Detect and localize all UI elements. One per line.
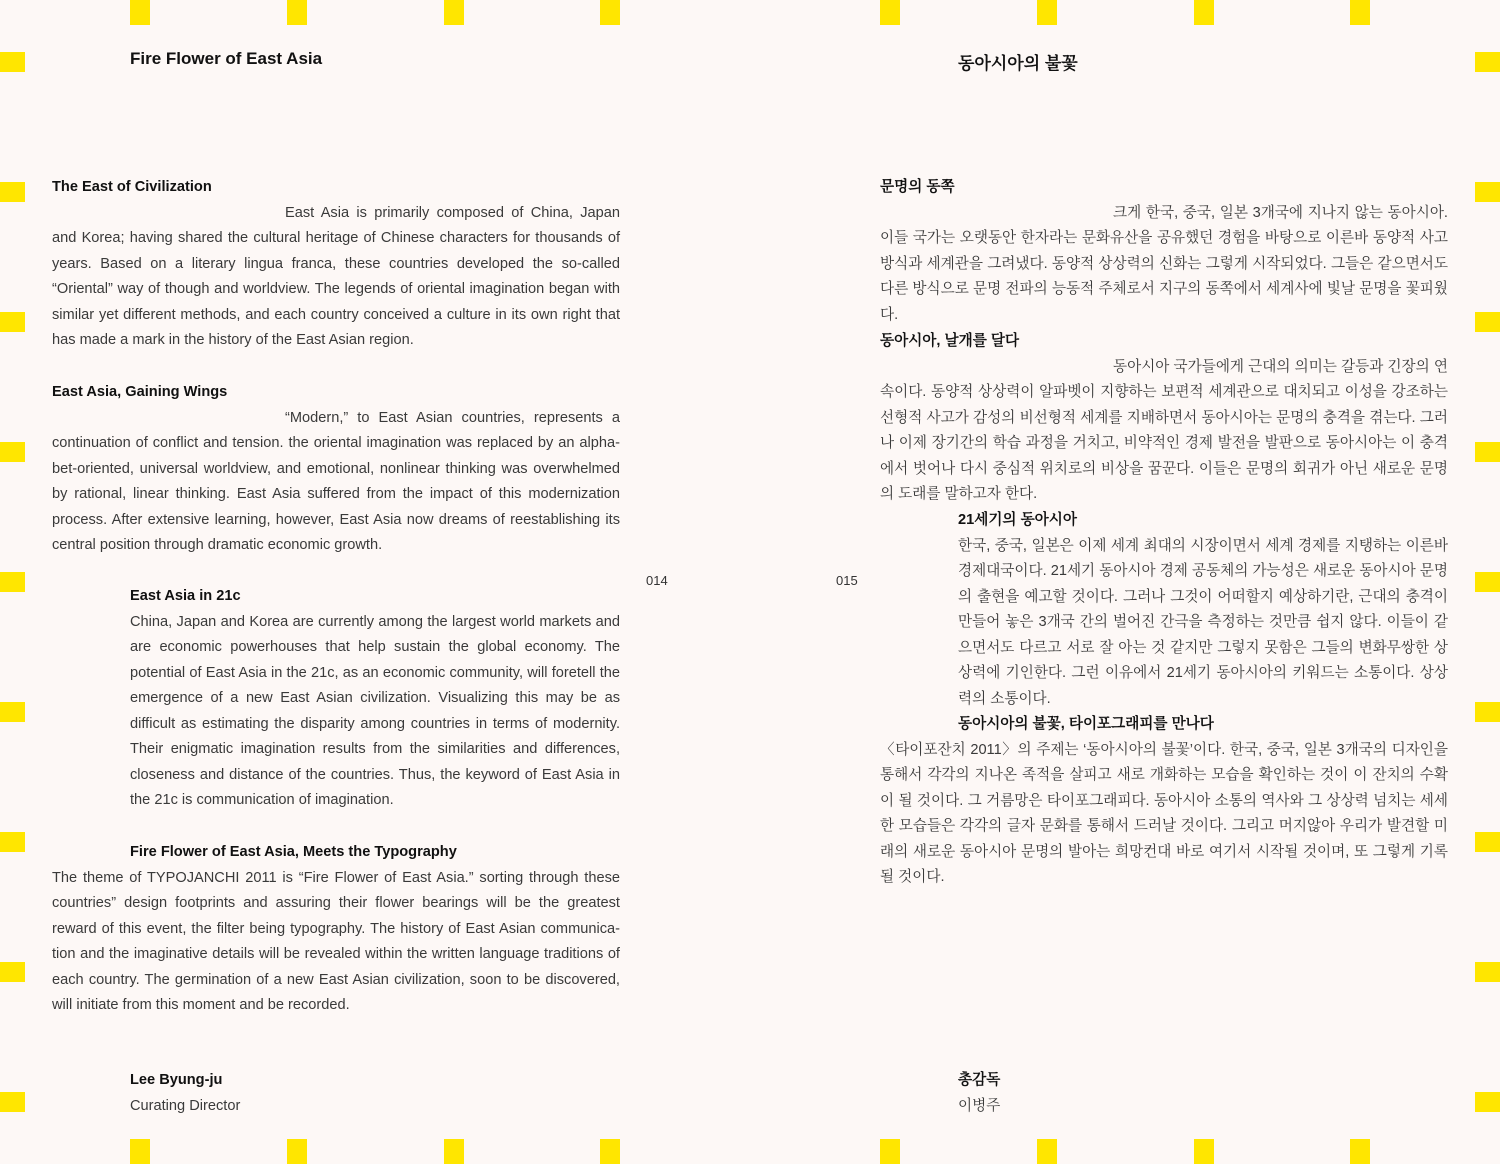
section-heading: 문명의 동쪽	[880, 179, 955, 195]
section-heading: Fire Flower of East Asia, Meets the Typography	[130, 844, 457, 860]
section-body: 크게 한국, 중국, 일본 3개국에 지나지 않는 동아시아. 이들 국가는 오랫동안 한자라는 문화유산을 공유했던 경험을 바탕으로 이른바 동양적 사고방식과 세계관을 그려냈다. 동양적 상상력의 신화는 그렇게 시작되었다. 그들은 같으면서도 다른 방식으로 문명 전파의 능동적 주체로서 지구의 동쪽에서 세계사에 빛날 문명을 꽃피웠다.	[880, 204, 1448, 323]
right-signature	[958, 1068, 1000, 1119]
crop-mark	[0, 962, 25, 982]
crop-mark	[444, 0, 464, 25]
section-ko-east-of-civilization	[880, 175, 1448, 328]
section-meets-typography	[52, 840, 620, 1019]
crop-mark	[0, 1092, 25, 1112]
crop-mark	[130, 0, 150, 25]
crop-mark	[880, 1139, 900, 1164]
section-heading: 동아시아, 날개를 달다	[880, 333, 1020, 349]
section-gaining-wings	[52, 380, 620, 559]
crop-mark	[1475, 1092, 1500, 1112]
right-page-header: 동아시아의 불꽃	[958, 54, 1078, 73]
crop-mark	[0, 182, 25, 202]
crop-mark	[0, 312, 25, 332]
section-ko-meets-typography	[880, 712, 1448, 891]
crop-mark	[0, 52, 25, 72]
crop-mark	[287, 0, 307, 25]
crop-mark	[600, 1139, 620, 1164]
crop-mark	[1475, 702, 1500, 722]
section-body: 〈타이포잔치 2011〉의 주제는 ‘동아시아의 불꽃’이다. 한국, 중국, 일본 3개국의 디자인을 통해서 각각의 지나온 족적을 살피고 새로 개화하는 모습을 확인하는 것이 이 잔치의 수확이 될 것이다. 그 거름망은 타이포그래피다. 동아시아 소통의 역사와 그 상상력 넘치는 세세한 모습들은 각각의 글자 문화를 통해서 드러날 것이다. 그리고 머지않아 우리가 발견할 미래의 새로운 동아시아 문명의 발아는 희망컨대 바로 여기서 시작될 것이며, 또 그렇게 기록될 것이다.	[880, 741, 1448, 885]
crop-mark	[1194, 0, 1214, 25]
crop-mark	[0, 572, 25, 592]
section-ko-gaining-wings	[880, 329, 1448, 508]
crop-mark	[1475, 832, 1500, 852]
crop-mark	[600, 0, 620, 25]
signature-role: 이병주	[958, 1097, 1001, 1114]
crop-mark	[1475, 572, 1500, 592]
signature-name: Lee Byung-ju	[130, 1072, 223, 1088]
crop-mark	[1475, 962, 1500, 982]
section-body: The theme of TYPOJANCHI 2011 is “Fire Flower of East Asia.” sorting through these countries” design footprints and assuring their flower bearings will be the greatest reward of this event, the filter being typography. The history of East Asian communica-tion and the imaginative details will be revealed within the written language traditions of each country. The germination of a new East Asian civilization, soon to be discovered, will initiate from this moment and be recorded.	[52, 869, 620, 1013]
section-heading: 21세기의 동아시아	[958, 512, 1077, 528]
crop-mark	[0, 832, 25, 852]
crop-mark	[1350, 1139, 1370, 1164]
crop-mark	[130, 1139, 150, 1164]
section-body: 동아시아 국가들에게 근대의 의미는 갈등과 긴장의 연속이다. 동양적 상상력이 알파벳이 지향하는 보편적 세계관으로 대치되고 이성을 강조하는 선형적 사고가 감성의 비선형적 세계를 지배하면서 동아시아는 문명의 충격을 겪는다. 그러나 이제 장기간의 학습 과정을 거치고, 비약적인 경제 발전을 발판으로 동아시아는 이 충격에서 벗어나 다시 중심적 위치로의 비상을 꿈꾼다. 이들은 문명의 회귀가 아닌 새로운 문명의 도래를 말하고자 한다.	[880, 358, 1448, 502]
crop-mark	[1475, 182, 1500, 202]
crop-mark	[287, 1139, 307, 1164]
signature-role: Curating Director	[130, 1097, 241, 1114]
section-heading: 동아시아의 불꽃, 타이포그래피를 만나다	[958, 716, 1214, 732]
left-page-header: Fire Flower of East Asia	[130, 49, 323, 68]
section-heading: East Asia in 21c	[130, 588, 241, 604]
section-body: “Modern,” to East Asian countries, represents a continuation of conflict and tension. the oriental imagination was replaced by an alpha-bet-oriented, universal worldview, and emotional, nonlinear thinking was overwhelmed by rational, linear thinking. East Asia suffered from the impact of this modernization process. After extensive learning, however, East Asia now dreams of reestablishing its central position through dramatic economic growth.	[52, 409, 620, 553]
section-ko-21c	[958, 508, 1448, 712]
section-body: 한국, 중국, 일본은 이제 세계 최대의 시장이면서 세계 경제를 지탱하는 이른바 경제대국이다. 21세기 동아시아 경제 공동체의 가능성은 새로운 동아시아 문명의 출현을 예고할 것이다. 그러나 그것이 어떠할지 예상하기란, 근대의 충격이 만들어 놓은 3개국 간의 벌어진 간극을 측정하는 것만큼 쉽지 않다. 이들이 같으면서도 다르고 서로 잘 아는 것 같지만 그렇지 못함은 그들의 변화무쌍한 상상력에 기인한다. 그런 이유에서 21세기 동아시아의 키워드는 소통이다. 상상력의 소통이다.	[958, 537, 1448, 707]
section-east-of-civilization	[52, 175, 620, 354]
crop-mark	[0, 442, 25, 462]
section-heading: East Asia, Gaining Wings	[52, 384, 228, 400]
section-east-asia-21c	[130, 584, 620, 814]
crop-mark	[1350, 0, 1370, 25]
section-body: China, Japan and Korea are currently among the largest world markets and are economic powerhouses that help sustain the global economy. The potential of East Asia in the 21c, as an economic community, will foretell the emergence of a new East Asian civilization. Visualizing this may be as difficult as estimating the disparity among countries in terms of modernity. Their enigmatic imagination results from the similarities and differences, closeness and distance of the countries. Thus, the keyword of East Asia in the 21c is communication of imagination.	[130, 613, 620, 808]
left-signature	[130, 1068, 240, 1119]
crop-mark	[0, 702, 25, 722]
left-page-number: 014	[646, 573, 668, 588]
right-page-number: 015	[836, 573, 858, 588]
signature-name: 총감독	[958, 1072, 1001, 1088]
crop-mark	[1194, 1139, 1214, 1164]
crop-mark	[1037, 0, 1057, 25]
section-heading: The East of Civilization	[52, 179, 212, 195]
crop-mark	[1475, 442, 1500, 462]
section-body: East Asia is primarily composed of China, Japan and Korea; having shared the cultural heritage of Chinese characters for thousands of years. Based on a literary lingua franca, these countries developed the so-called “Oriental” way of though and worldview. The legends of oriental imagination began with similar yet different methods, and each country conceived a culture in its own right that has made a mark in the history of the East Asian region.	[52, 204, 620, 348]
crop-mark	[880, 0, 900, 25]
crop-mark	[1037, 1139, 1057, 1164]
crop-mark	[1475, 52, 1500, 72]
crop-mark	[444, 1139, 464, 1164]
crop-mark	[1475, 312, 1500, 332]
